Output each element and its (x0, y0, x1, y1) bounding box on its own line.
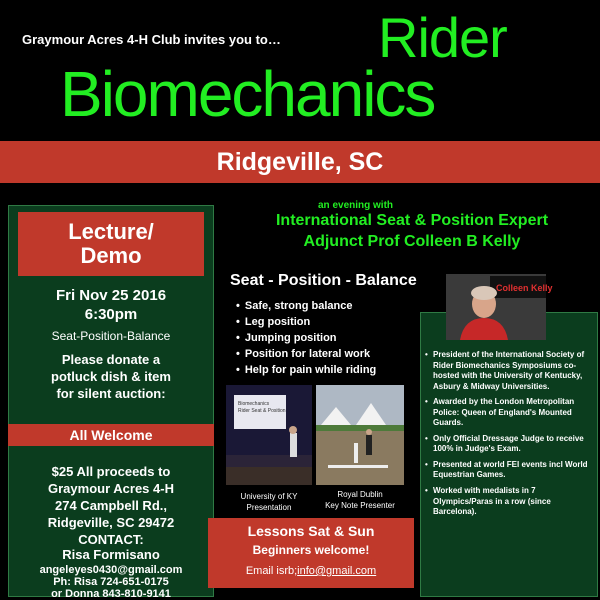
colleen-kelly-photo (446, 274, 553, 340)
expert-title: International Seat & Position Expert (275, 212, 549, 229)
invite-text: Graymour Acres 4-H Club invites you to… (22, 32, 281, 47)
title-rider: Rider (378, 6, 507, 69)
contact-phone2: or Donna 843-810-9141 (51, 588, 171, 600)
lecture-line1: Lecture/ (68, 218, 154, 244)
lessons-subtitle: Beginners welcome! (252, 543, 370, 557)
donate-line3: for silent auction: (56, 386, 166, 401)
event-date: Fri Nov 25 2016 (55, 287, 167, 304)
price-line2: Graymour Acres 4-H (48, 481, 174, 496)
list-item: • President of the International Society of Rider Biomechanics Symposiums co-hosted with the University of Kentucky, Asbury & Midway Universities. (425, 350, 593, 392)
lessons-title: Lessons Sat & Sun (247, 523, 375, 539)
caption-university-ky (224, 492, 314, 514)
lessons-banner (208, 518, 414, 588)
expert-name: Adjunct Prof Colleen B Kelly (303, 233, 521, 250)
donate-line1: Please donate a (61, 352, 161, 367)
list-item: • Only Official Dressage Judge to receive 100% in Judge's Exam. (425, 434, 593, 455)
caption2-line2: Key Note Presenter (325, 500, 395, 510)
address-line1: 274 Campbell Rd., (55, 498, 167, 513)
arena-illustration (316, 385, 404, 485)
location-text: Ridgeville, SC (216, 147, 384, 176)
list-item: • Jumping position (236, 330, 376, 346)
lecture-demo-badge (18, 212, 204, 276)
list-item: • Safe, strong balance (236, 298, 376, 314)
seat-position-balance-heading: Seat - Position - Balance (230, 272, 417, 289)
list-item: • Position for lateral work (236, 346, 376, 362)
lessons-email-prefix: Email isrb; (245, 565, 298, 577)
location-band (0, 141, 600, 183)
donate-line2: potluck dish & item (51, 369, 171, 384)
lessons-email (208, 565, 414, 577)
title-biomechanics: Biomechanics (60, 58, 435, 130)
royal-dublin-photo (316, 385, 404, 485)
list-item: • Help for pain while riding (236, 362, 376, 378)
contact-name: Risa Formisano (62, 547, 160, 562)
screen-text-2: Rider Seat & Position (238, 408, 286, 414)
evening-text: an evening with (318, 200, 394, 211)
university-ky-photo (226, 385, 312, 485)
credentials-list (425, 350, 593, 523)
screen-text-1: Biomechanics (238, 401, 270, 407)
photo-label: Colleen Kelly (496, 283, 553, 293)
lecture-line2: Demo (80, 243, 142, 268)
address-line2: Ridgeville, SC 29472 (47, 515, 175, 530)
coach-portrait-illustration (446, 274, 553, 340)
caption2-line1: Royal Dublin (337, 490, 383, 499)
list-item: • Worked with medalists in 7 Olympics/Paras in a row (since Barcelona). (425, 486, 593, 518)
all-welcome-text: All Welcome (69, 427, 153, 443)
caption1-line2: Presentation (246, 502, 292, 512)
caption-royal-dublin (314, 490, 406, 512)
list-item: • Awarded by the London Metropolitan Police: Queen of England's Mounted Guards. (425, 397, 593, 429)
contact-email[interactable]: angeleyes0430@gmail.com (39, 564, 183, 576)
topics-list (236, 298, 376, 378)
all-welcome-banner (8, 424, 214, 446)
event-topic: Seat-Position-Balance (51, 329, 171, 343)
caption1-line1: University of KY (240, 492, 298, 501)
lessons-email-link[interactable]: info@gmail.com (297, 565, 377, 577)
list-item: • Leg position (236, 314, 376, 330)
lecture-hall-illustration (226, 385, 312, 485)
event-time: 6:30pm (84, 306, 138, 323)
contact-label: CONTACT: (78, 532, 144, 547)
contact-phone1: Ph: Risa 724-651-0175 (53, 576, 169, 588)
price-line1: $25 All proceeds to (51, 464, 171, 479)
list-item: • Presented at world FEI events incl World Equestrian Games. (425, 460, 593, 481)
